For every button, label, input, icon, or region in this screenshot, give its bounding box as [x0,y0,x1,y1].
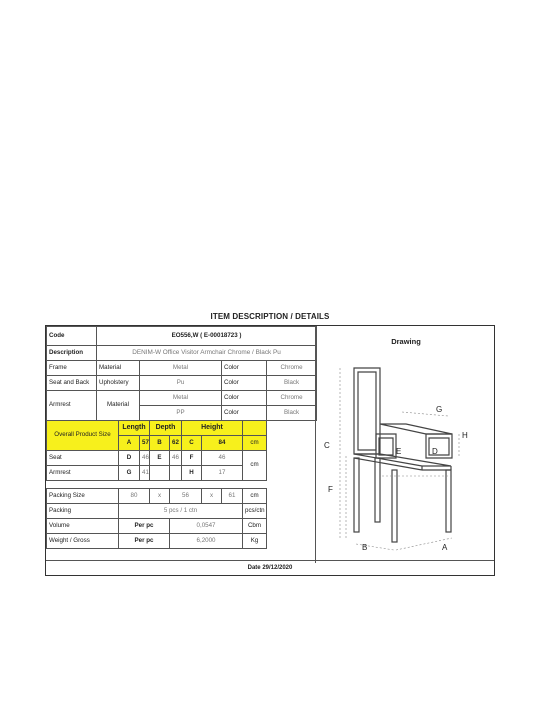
dim-c-value: 84 [202,436,243,451]
drawing-label: Drawing [391,337,421,346]
packing-size-unit: cm [243,489,267,504]
leg-back-left [354,458,359,532]
packing-size-h: 61 [222,489,243,504]
packing-size-label: Packing Size [47,489,119,504]
seat-back-color-label: Color [222,376,267,391]
dim-f-value: 46 [202,451,243,466]
packing-size-w: 56 [170,489,202,504]
dim-d-value: 46 [140,451,150,466]
packing-size-x1: x [150,489,170,504]
drawing-panel [315,326,496,563]
description-label: Description [47,346,97,361]
dim-e-label: E [150,451,170,466]
leg-front-left [392,470,397,542]
armrest-color-1: Chrome [267,391,317,406]
seat-back-color: Black [267,376,317,391]
packing-unit: pcs/ctn [243,504,267,519]
spec-sheet [45,325,495,576]
volume-per: Per pc [119,519,170,534]
packing-value: 5 pcs / 1 ctn [119,504,243,519]
dim-h-value: 17 [202,466,243,481]
armrest-color-label-2: Color [222,406,267,421]
dim-unit-2: cm [243,451,267,481]
armrest-color-2: Black [267,406,317,421]
leg-back-right [375,458,380,522]
dim-a-label: A [119,436,140,451]
weight-per: Per pc [119,534,170,549]
frame-material-label: Material [97,361,140,376]
dim-unit: cm [243,436,267,451]
armrest-mat-label: Armrest [47,391,97,421]
dim-d-label: D [119,451,140,466]
dim-letter-b: B [362,543,368,552]
packing-size-x2: x [202,489,222,504]
weight-unit: Kg [243,534,267,549]
dim-f-label: F [182,451,202,466]
document-date: Date 29/12/2020 [46,560,494,575]
dim-b-value: 62 [170,436,182,451]
frame-label: Frame [47,361,97,376]
armrest-material-2: PP [140,406,222,421]
dim-letter-c: C [324,441,330,450]
dim-b-label: B [150,436,170,451]
dim-g-value: 41 [140,466,150,481]
dim-letter-e: E [396,447,402,456]
description-row [47,346,317,361]
frame-color: Chrome [267,361,317,376]
height-label: Height [182,421,243,436]
armrest-top [380,424,452,434]
frame-color-label: Color [222,361,267,376]
dim-letter-a: A [442,543,448,552]
dim-h-label: H [182,466,202,481]
volume-label: Volume [47,519,119,534]
armrest-material-1: Metal [140,391,222,406]
dim-a-value: 57 [140,436,150,451]
depth-label: Depth [150,421,182,436]
dimensions-header-row [47,421,317,436]
length-label: Length [119,421,150,436]
code-value: EO556,W ( E-00018723 ) [97,327,317,346]
seat-back-material-label: Upholstery [97,376,140,391]
leg-front-right [446,470,451,532]
overall-size-label: Overall Product Size [47,421,119,451]
dim-e-value: 46 [170,451,182,466]
armrest-dim-label: Armrest [47,466,119,481]
spec-table [46,326,317,549]
volume-unit: Cbm [243,519,267,534]
description-value: DENIM-W Office Visitor Armchair Chrome / Black Pu [97,346,317,361]
dim-g-label: G [119,466,140,481]
dim-letter-h: H [462,431,468,440]
seat-back-label: Seat and Back [47,376,97,391]
seat-dim-label: Seat [47,451,119,466]
frame-material: Metal [140,361,222,376]
seat-back-row [47,376,317,391]
packing-size-l: 80 [119,489,150,504]
dim-letter-d: D [432,447,438,456]
document-title: ITEM DESCRIPTION / DETAILS [210,312,330,321]
volume-value: 0,0547 [170,519,243,534]
code-label: Code [47,327,97,346]
code-row [47,327,317,346]
armrest-color-label-1: Color [222,391,267,406]
armrest-material-label: Material [97,391,140,421]
frame-row [47,361,317,376]
seat-back-material: Pu [140,376,222,391]
weight-label: Weight / Gross [47,534,119,549]
weight-value: 6,2000 [170,534,243,549]
dim-letter-f: F [328,485,333,494]
packing-label: Packing [47,504,119,519]
dim-letter-g: G [436,405,443,414]
armrest-material-row-1 [47,391,317,406]
dim-c-label: C [182,436,202,451]
chair-drawing [316,354,496,559]
